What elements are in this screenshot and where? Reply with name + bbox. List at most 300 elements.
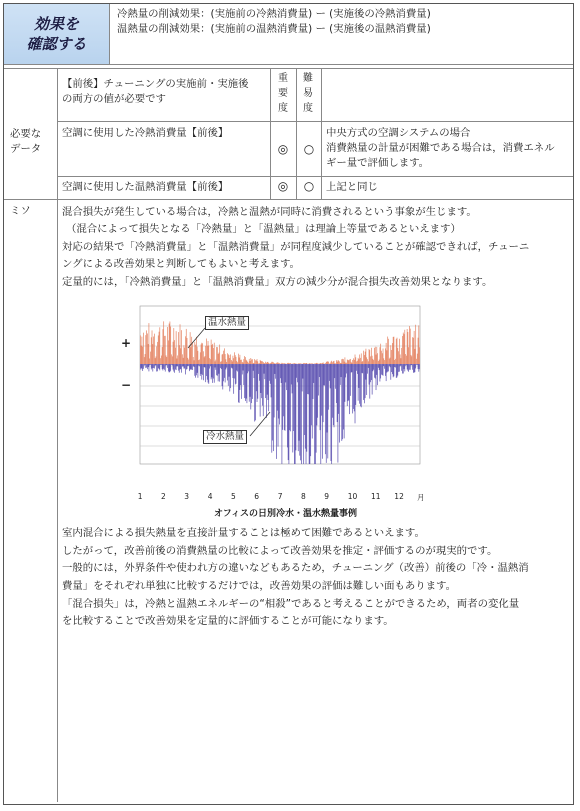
cold-water-bar xyxy=(212,364,213,377)
cold-water-bar xyxy=(287,364,288,447)
hot-water-bar xyxy=(385,348,386,364)
month-label: 3 xyxy=(184,492,190,501)
cold-water-bar xyxy=(257,364,258,399)
hot-water-bar xyxy=(173,342,174,364)
cold-water-bar xyxy=(379,364,380,370)
cold-water-bar xyxy=(411,364,412,365)
cold-water-bar xyxy=(253,364,254,371)
cold-water-bar xyxy=(144,364,145,366)
hot-water-bar xyxy=(210,359,211,364)
cold-water-bar xyxy=(165,364,166,372)
cold-water-bar xyxy=(350,364,351,396)
hot-water-bar xyxy=(160,358,161,364)
cold-water-bar xyxy=(332,364,333,418)
hot-water-bar xyxy=(157,342,158,364)
hot-water-bar xyxy=(411,356,412,364)
hot-water-bar xyxy=(294,363,295,364)
cold-water-bar xyxy=(313,364,314,383)
hot-water-bar xyxy=(200,352,201,364)
cold-water-bar xyxy=(155,364,156,366)
cold-water-bar xyxy=(177,364,178,366)
miso-para1-line1: 混合損失が発生している場合は，冷熱と温熱が同時に消費されるという事象が生じます。 xyxy=(62,206,477,218)
hot-water-bar xyxy=(258,363,259,364)
cold-water-bar xyxy=(355,364,356,423)
divider xyxy=(4,199,573,200)
cold-water-bar xyxy=(398,364,399,372)
plus-sign: + xyxy=(121,336,132,350)
hot-water-bar xyxy=(254,359,255,364)
cold-water-bar xyxy=(166,364,167,365)
hot-water-bar xyxy=(321,363,322,364)
miso-para2-line1: 室内混合による損失熱量を直接計量することは極めて困難であるといえます。 xyxy=(62,527,425,539)
hot-water-bar xyxy=(240,355,241,364)
hot-water-bar xyxy=(365,352,366,364)
month-label: 11 xyxy=(371,492,381,501)
hot-water-bar xyxy=(253,363,254,364)
cold-water-bar xyxy=(270,364,271,384)
cold-water-bar xyxy=(276,364,277,459)
hot-water-bar xyxy=(206,339,207,364)
hot-water-bar xyxy=(289,363,290,364)
cold-water-bar xyxy=(142,364,143,369)
miso-para1-line3: 対応の結果で「冷熱消費量」と「温熱消費量」が同程度減少していることが確認できれば，チューニ xyxy=(62,241,530,253)
cold-water-bar xyxy=(387,364,388,373)
hot-water-bar xyxy=(315,363,316,364)
cold-water-bar xyxy=(186,364,187,370)
cold-water-bar xyxy=(419,364,420,369)
cold-water-bar xyxy=(184,364,185,369)
cold-water-bar xyxy=(368,364,369,368)
cold-water-bar xyxy=(305,364,306,449)
cold-water-bar xyxy=(258,364,259,374)
cold-water-bar xyxy=(142,364,143,371)
cold-water-bar xyxy=(230,364,231,388)
hot-water-bar xyxy=(208,341,209,364)
cold-water-bar xyxy=(283,364,284,416)
hot-water-bar xyxy=(211,340,212,364)
chart-svg xyxy=(110,300,440,520)
cold-water-bar xyxy=(282,364,283,464)
hot-water-bar xyxy=(269,364,270,365)
cold-water-bar xyxy=(234,364,235,378)
hot-water-bar xyxy=(201,344,202,364)
month-label: 6 xyxy=(254,492,260,501)
hot-water-bar xyxy=(189,345,190,364)
cold-water-bar xyxy=(219,364,220,374)
cold-water-bar xyxy=(207,364,208,380)
month-unit: 月 xyxy=(417,493,425,502)
cold-water-bar xyxy=(365,364,366,398)
hot-water-bar xyxy=(159,327,160,364)
cold-water-bar xyxy=(417,364,418,365)
cold-water-bar xyxy=(293,364,294,431)
cold-water-bar xyxy=(387,364,388,372)
cold-water-bar xyxy=(220,364,221,368)
hot-water-bar xyxy=(152,344,153,364)
cold-water-bar xyxy=(383,364,384,376)
hot-water-bar xyxy=(413,338,414,364)
cold-water-bar xyxy=(341,364,342,377)
cold-water-bar xyxy=(324,364,325,385)
hot-water-bar xyxy=(180,324,181,364)
cold-water-bar xyxy=(159,364,160,370)
hot-water-bar xyxy=(418,338,419,364)
hot-water-bar xyxy=(248,363,249,364)
cold-water-bar xyxy=(296,364,297,378)
cold-water-bar xyxy=(363,364,364,400)
cold-water-bar xyxy=(399,364,400,372)
miso-para1-line2: （混合によって損失となる「冷熱量」と「温熱量」は理論上等量であるといえます） xyxy=(66,223,461,235)
hot-water-bar xyxy=(223,351,224,364)
cold-water-bar xyxy=(158,364,159,368)
hot-water-bar xyxy=(158,335,159,364)
hot-water-bar xyxy=(347,360,348,364)
cold-water-bar xyxy=(319,364,320,377)
hot-water-bar xyxy=(336,360,337,364)
cold-water-bar xyxy=(362,364,363,373)
hot-water-bar xyxy=(401,348,402,364)
month-label: 2 xyxy=(161,492,166,501)
cold-water-bar xyxy=(188,364,189,366)
hot-water-bar xyxy=(191,337,192,364)
hot-water-bar xyxy=(346,363,347,364)
hot-water-bar xyxy=(205,346,206,364)
cold-water-bar xyxy=(315,364,316,464)
cold-water-bar xyxy=(347,364,348,406)
cold-water-bar xyxy=(320,364,321,464)
hot-water-bar xyxy=(394,337,395,364)
cold-water-bar xyxy=(256,364,257,391)
cold-water-bar xyxy=(394,364,395,376)
cold-water-bar xyxy=(190,364,191,370)
hot-water-bar xyxy=(170,327,171,364)
hot-water-bar xyxy=(144,357,145,364)
cold-water-bar xyxy=(374,364,375,378)
cold-water-bar xyxy=(408,364,409,372)
cold-water-bar xyxy=(191,364,192,370)
cold-water-bar xyxy=(149,364,150,371)
cold-water-bar xyxy=(210,364,211,366)
cold-water-bar xyxy=(248,364,249,371)
cold-water-bar xyxy=(340,364,341,385)
cold-water-bar xyxy=(252,364,253,399)
col-importance-1: 重 xyxy=(278,73,288,84)
cold-water-bar xyxy=(406,364,407,365)
hot-water-bar xyxy=(331,362,332,364)
cold-water-bar xyxy=(413,364,414,373)
cold-water-bar xyxy=(303,364,304,379)
hot-water-bar xyxy=(155,358,156,364)
hot-water-bar xyxy=(328,362,329,364)
hot-water-bar xyxy=(305,363,306,364)
cold-water-bar xyxy=(264,364,265,379)
cold-water-bar xyxy=(416,364,417,365)
hot-water-bar xyxy=(398,351,399,364)
cold-water-bar xyxy=(377,364,378,385)
hot-water-bar xyxy=(300,363,301,364)
hot-water-bar xyxy=(388,339,389,364)
cold-water-bar xyxy=(200,364,201,376)
cold-water-bar xyxy=(277,364,278,411)
hot-water-bar xyxy=(264,363,265,364)
hot-water-bar xyxy=(337,362,338,364)
col-importance-2: 要 xyxy=(278,88,288,99)
cold-water-bar xyxy=(227,364,228,380)
cold-water-bar xyxy=(247,364,248,403)
hot-water-bar xyxy=(369,349,370,364)
cold-water-bar xyxy=(394,364,395,367)
cold-water-bar xyxy=(382,364,383,375)
row2-note-line1: 上記と同じ xyxy=(326,181,378,193)
hot-water-bar xyxy=(184,348,185,364)
cold-water-bar xyxy=(389,364,390,366)
cold-water-bar xyxy=(324,364,325,385)
cold-water-bar xyxy=(247,364,248,373)
header-note-line1: 【前後】チューニングの実施前・実施後 xyxy=(62,78,249,90)
hot-water-bar xyxy=(326,362,327,364)
hot-water-bar xyxy=(277,362,278,364)
cold-water-bar xyxy=(167,364,168,368)
cold-water-bar xyxy=(193,364,194,366)
hot-water-bar xyxy=(220,362,221,364)
hot-water-bar xyxy=(228,354,229,364)
cold-water-bar xyxy=(221,364,222,369)
hot-water-bar xyxy=(341,359,342,364)
cold-water-bar xyxy=(307,364,308,394)
hot-water-bar xyxy=(395,359,396,364)
label-hot-water: 温水熱量 xyxy=(205,316,249,330)
cold-water-bar xyxy=(320,364,321,430)
hot-water-bar xyxy=(293,363,294,364)
cold-water-bar xyxy=(226,364,227,369)
hot-water-bar xyxy=(314,363,315,364)
hot-water-bar xyxy=(311,363,312,364)
cold-water-bar xyxy=(317,364,318,425)
hot-water-bar xyxy=(163,321,164,364)
cold-water-bar xyxy=(161,364,162,365)
header-note-line2: の両方の値が必要です xyxy=(62,93,166,105)
cold-water-bar xyxy=(245,364,246,401)
cold-water-bar xyxy=(251,364,252,403)
hot-water-bar xyxy=(204,357,205,364)
divider xyxy=(4,68,573,69)
hot-water-bar xyxy=(187,358,188,364)
cold-water-bar xyxy=(290,364,291,431)
hot-water-bar xyxy=(355,355,356,365)
cold-water-bar xyxy=(150,364,151,365)
hot-water-bar xyxy=(231,360,232,364)
hot-water-bar xyxy=(152,330,153,364)
cold-water-bar xyxy=(160,364,161,365)
cold-water-bar xyxy=(346,364,347,373)
hot-water-bar xyxy=(278,362,279,364)
hot-water-bar xyxy=(310,363,311,364)
cold-water-bar xyxy=(341,364,342,441)
cold-water-bar xyxy=(237,364,238,371)
cold-water-bar xyxy=(148,364,149,367)
divider xyxy=(57,121,573,122)
cold-water-bar xyxy=(337,364,338,422)
hot-water-bar xyxy=(383,349,384,364)
cold-water-bar xyxy=(261,364,262,393)
hot-water-bar xyxy=(338,360,339,364)
hot-water-bar xyxy=(417,354,418,364)
hot-water-bar xyxy=(289,363,290,364)
hot-water-bar xyxy=(145,354,146,364)
hot-water-bar xyxy=(270,363,271,364)
hot-water-bar xyxy=(409,326,410,364)
cold-water-bar xyxy=(281,364,282,383)
hot-water-bar xyxy=(272,362,273,364)
hot-water-bar xyxy=(178,332,179,364)
hot-water-bar xyxy=(222,355,223,364)
hot-water-bar xyxy=(149,358,150,364)
cold-water-bar xyxy=(299,364,300,441)
title-line1: 効果を xyxy=(33,15,79,33)
cold-water-bar xyxy=(274,364,275,417)
hot-water-bar xyxy=(275,364,276,365)
hot-water-bar xyxy=(145,335,146,364)
cold-water-bar xyxy=(151,364,152,369)
hot-water-bar xyxy=(320,363,321,364)
cold-water-bar xyxy=(153,364,154,368)
hot-water-bar xyxy=(327,361,328,364)
cold-water-bar xyxy=(285,364,286,431)
hot-water-bar xyxy=(229,355,230,364)
section-title xyxy=(4,4,109,64)
cold-water-bar xyxy=(391,364,392,372)
cold-water-bar xyxy=(215,364,216,370)
hot-water-bar xyxy=(400,354,401,364)
row-label-line1: 必要な xyxy=(10,128,42,140)
hot-water-bar xyxy=(271,363,272,364)
hot-water-bar xyxy=(268,362,269,364)
hot-water-bar xyxy=(320,363,321,364)
hot-water-bar xyxy=(343,359,344,364)
cold-water-bar xyxy=(172,364,173,365)
hot-water-bar xyxy=(246,360,247,364)
hot-water-bar xyxy=(142,347,143,364)
hot-water-bar xyxy=(201,343,202,364)
col-difficulty-1: 難 xyxy=(303,73,313,84)
cold-water-bar xyxy=(145,364,146,365)
hot-water-bar xyxy=(243,363,244,364)
hot-water-bar xyxy=(179,345,180,364)
cold-water-bar xyxy=(143,364,144,369)
cold-water-bar xyxy=(257,364,258,402)
hot-water-bar xyxy=(290,363,291,364)
cold-water-bar xyxy=(362,364,363,373)
hot-water-bar xyxy=(247,362,248,364)
hot-water-bar xyxy=(339,361,340,364)
hot-water-bar xyxy=(283,363,284,364)
cold-water-bar xyxy=(194,364,195,367)
cold-water-bar xyxy=(402,364,403,374)
cold-water-bar xyxy=(371,364,372,380)
row1-note-line1: 中央方式の空調システムの場合 xyxy=(326,127,471,139)
cold-water-bar xyxy=(410,364,411,370)
hot-water-bar xyxy=(274,363,275,364)
cold-water-bar xyxy=(263,364,264,416)
hot-water-bar xyxy=(354,360,355,364)
hot-water-bar xyxy=(342,359,343,364)
cold-water-bar xyxy=(271,364,272,453)
row1-item: 空調に使用した冷熱消費量【前後】 xyxy=(62,127,229,139)
cold-water-bar xyxy=(342,364,343,439)
cold-water-bar xyxy=(292,364,293,393)
cold-water-bar xyxy=(264,364,265,374)
cold-water-bar xyxy=(301,364,302,464)
cold-water-bar xyxy=(206,364,207,376)
miso-para2-line6: を比較することで改善効果を定量的に評価することが可能になります。 xyxy=(62,615,394,627)
cold-water-bar xyxy=(323,364,324,422)
hot-water-bar xyxy=(415,325,416,364)
cold-water-bar xyxy=(212,364,213,383)
hot-water-bar xyxy=(265,362,266,364)
month-label: 1 xyxy=(137,492,143,501)
cold-water-bar xyxy=(211,364,212,379)
cold-water-bar xyxy=(310,364,311,456)
hot-water-bar xyxy=(143,333,144,364)
hot-water-bar xyxy=(350,359,351,364)
cold-water-bar xyxy=(299,364,300,456)
hot-water-bar xyxy=(196,337,197,364)
cold-water-bar xyxy=(331,364,332,461)
cold-water-bar xyxy=(189,364,190,371)
hot-water-bar xyxy=(195,345,196,364)
hot-water-bar xyxy=(393,337,394,364)
hot-water-bar xyxy=(194,342,195,364)
formula-heating: 温熱量の削減効果：(実施前の温熱消費量) ー (実施後の温熱消費量) xyxy=(117,23,431,35)
chart xyxy=(110,300,440,520)
cold-water-bar xyxy=(170,364,171,371)
hot-water-bar xyxy=(411,355,412,364)
hot-water-bar xyxy=(279,363,280,364)
formula-cooling: 冷熱量の削減効果：(実施前の冷熱消費量) ー (実施後の冷熱消費量) xyxy=(117,8,431,20)
cold-water-bar xyxy=(180,364,181,370)
cold-water-bar xyxy=(229,364,230,377)
hot-water-bar xyxy=(207,346,208,364)
hot-water-bar xyxy=(317,363,318,364)
cold-water-bar xyxy=(369,364,370,399)
cold-water-bar xyxy=(140,364,141,369)
cold-water-bar xyxy=(185,364,186,374)
hot-water-bar xyxy=(250,358,251,364)
cold-water-bar xyxy=(164,364,165,370)
cold-water-bar xyxy=(208,364,209,384)
hot-water-bar xyxy=(252,359,253,364)
cold-water-bar xyxy=(414,364,415,373)
hot-water-bar xyxy=(239,357,240,364)
cold-water-bar xyxy=(219,364,220,382)
cold-water-bar xyxy=(255,364,256,420)
cold-water-bar xyxy=(208,364,209,383)
cold-water-bar xyxy=(223,364,224,381)
cold-water-bar xyxy=(289,364,290,464)
hot-water-bar xyxy=(245,357,246,364)
cold-water-bar xyxy=(222,364,223,386)
hot-water-bar xyxy=(224,348,225,364)
hot-water-bar xyxy=(397,338,398,364)
hot-water-bar xyxy=(214,343,215,364)
hot-water-bar xyxy=(177,355,178,364)
hot-water-bar xyxy=(332,362,333,364)
hot-water-bar xyxy=(255,360,256,364)
cold-water-bar xyxy=(404,364,405,371)
title-line2: 確認する xyxy=(26,35,87,53)
hot-water-bar xyxy=(352,363,353,364)
cold-water-bar xyxy=(232,364,233,368)
